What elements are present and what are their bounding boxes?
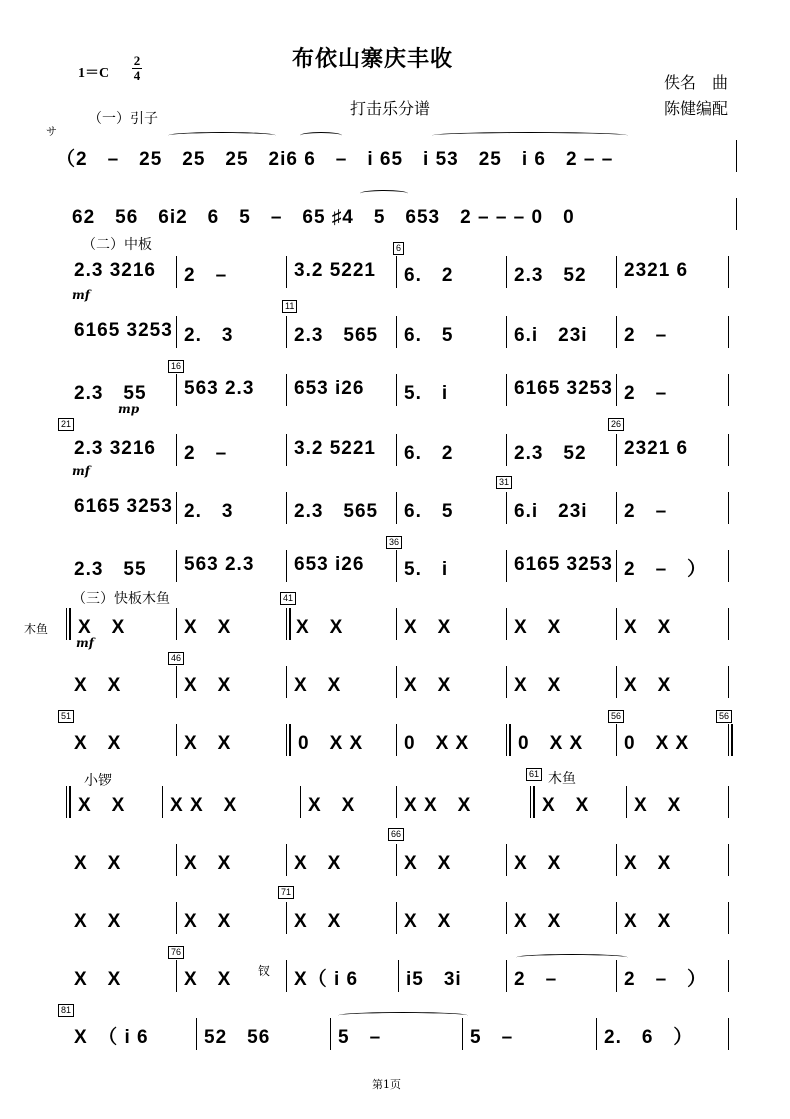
notes-r10-m3: X X xyxy=(294,675,342,696)
measure-number-56: 56 xyxy=(608,710,624,723)
notes-r8-m4: 5. i xyxy=(404,559,449,580)
score-row-8 xyxy=(0,537,790,588)
measure-number-41: 41 xyxy=(280,592,296,605)
notes-r9-m2: X X xyxy=(184,617,232,638)
notes-r10-m5: X X xyxy=(514,675,562,696)
notes-r13-m3: X X xyxy=(294,853,342,874)
score-row-4 xyxy=(0,301,790,354)
score-row-10 xyxy=(0,653,790,704)
notes-r11-m5: 0 X X xyxy=(518,733,584,754)
notes-r5-m2: 563 2.3 xyxy=(184,378,255,399)
notes-r9-m5: X X xyxy=(514,617,562,638)
xiaoluo-label: 小锣 xyxy=(84,773,112,789)
notes-r14-m1: X X xyxy=(74,911,122,932)
notes-r10-m1: X X xyxy=(74,675,122,696)
score-row-11 xyxy=(0,711,790,762)
notes-r7-m1: 6165 3253 xyxy=(74,496,173,517)
measure-number-46: 46 xyxy=(168,652,184,665)
measure-number-16: 16 xyxy=(168,360,184,373)
notes-r14-m3: X X xyxy=(294,911,342,932)
measure-number-66: 66 xyxy=(388,828,404,841)
notes-r6-m6: 2321 6 xyxy=(624,438,689,459)
cha-label: 钗 xyxy=(258,964,271,978)
notes-r4-m2: 2. 3 xyxy=(184,325,234,346)
notes-r13-m1: X X xyxy=(74,853,122,874)
notes-r12-m3: X X xyxy=(308,795,356,816)
score-row-13 xyxy=(0,829,790,882)
arranger: 陈健编配 xyxy=(664,99,729,118)
notes-r10-m2: X X xyxy=(184,675,232,696)
notes-r6-m5: 2.3 52 xyxy=(514,443,587,464)
page-number: 第1页 xyxy=(372,1078,401,1091)
measure-number-81: 81 xyxy=(58,1004,74,1017)
notes-r9-m6: X X xyxy=(624,617,672,638)
notes-r6-m2: 2 – xyxy=(184,443,228,464)
notes-r9-m3: X X xyxy=(296,617,344,638)
subtitle: 打击乐分谱 xyxy=(350,99,431,118)
notes-r5-m4: 5. i xyxy=(404,383,449,404)
notes-r5-m5: 6165 3253 xyxy=(514,378,613,399)
notes-r4-m4: 6. 5 xyxy=(404,325,454,346)
sa-mark: サ xyxy=(46,125,57,138)
dynamic-mf: mf xyxy=(72,288,90,302)
notes-r13-m2: X X xyxy=(184,853,232,874)
measure-number-6: 6 xyxy=(393,242,404,255)
notes-r12-m2: X X X xyxy=(170,795,238,816)
muyu-label-2: 木鱼 xyxy=(548,771,576,787)
notes-row-1: （2 – 25 25 25 2i6 6 – i 65 i 53 25 i 6 2 – – xyxy=(56,149,614,170)
notes-r5-m3: 653 i26 xyxy=(294,378,365,399)
section-zhongban-label: （二）中板 xyxy=(82,237,152,253)
time-signature xyxy=(132,54,142,83)
measure-number-56-b: 56 xyxy=(716,710,732,723)
notes-r7-m6: 2 – xyxy=(624,501,668,522)
notes-r6-m3: 3.2 5221 xyxy=(294,438,376,459)
notes-r9-m4: X X xyxy=(404,617,452,638)
notes-r8-m3: 653 i26 xyxy=(294,554,365,575)
notes-r13-m6: X X xyxy=(624,853,672,874)
score-row-1 xyxy=(0,138,790,178)
time-signature-denominator: 4 xyxy=(133,68,141,83)
score-row-14 xyxy=(0,887,790,940)
notes-r16-m4: 5 – xyxy=(470,1027,514,1048)
notes-r12-m6: X X xyxy=(634,795,682,816)
measure-number-51: 51 xyxy=(58,710,74,723)
measure-number-31: 31 xyxy=(496,476,512,489)
dynamic-mf-2: mf xyxy=(72,464,90,478)
score-row-12 xyxy=(0,769,790,824)
measure-number-21: 21 xyxy=(58,418,74,431)
notes-r11-m3: 0 X X xyxy=(298,733,364,754)
notes-r15-m4: i5 3i xyxy=(406,969,462,990)
notes-r10-m6: X X xyxy=(624,675,672,696)
measure-number-36: 36 xyxy=(386,536,402,549)
composer: 佚名 曲 xyxy=(664,73,729,92)
notes-row-2: 62 56 6i2 6 5 – 65 ♯4 5 653 2 – – – 0 0 xyxy=(72,207,575,228)
notes-r16-m2: 52 56 xyxy=(204,1027,271,1048)
notes-r12-m1: X X xyxy=(78,795,126,816)
time-signature-numerator: 2 xyxy=(133,53,141,68)
notes-r12-m4: X X X xyxy=(404,795,472,816)
notes-r3-m2: 2 – xyxy=(184,265,228,286)
notes-r4-m5: 6.i 23i xyxy=(514,325,588,346)
notes-r16-m3: 5 – xyxy=(338,1027,382,1048)
notes-r14-m4: X X xyxy=(404,911,452,932)
notes-r7-m3: 2.3 565 xyxy=(294,501,379,522)
notes-r11-m1: X X xyxy=(74,733,122,754)
section-intro-label: （一）引子 xyxy=(88,111,158,127)
section-kuaiban-label: （三）快板木鱼 xyxy=(72,591,170,607)
notes-r8-m5: 6165 3253 xyxy=(514,554,613,575)
measure-number-61: 61 xyxy=(526,768,542,781)
notes-r8-m6: 2 – ） xyxy=(624,559,708,580)
notes-r8-m2: 563 2.3 xyxy=(184,554,255,575)
notes-r3-m1: 2.3 3216 xyxy=(74,260,156,281)
notes-r15-m1: X X xyxy=(74,969,122,990)
measure-number-71: 71 xyxy=(278,886,294,899)
notes-r5-m6: 2 – xyxy=(624,383,668,404)
notes-r3-m3: 3.2 5221 xyxy=(294,260,376,281)
notes-r14-m5: X X xyxy=(514,911,562,932)
notes-r15-m3: X（ i 6 xyxy=(294,969,359,990)
notes-r3-m5: 2.3 52 xyxy=(514,265,587,286)
notes-r6-m1: 2.3 3216 xyxy=(74,438,156,459)
score-row-15 xyxy=(0,947,790,998)
notes-r8-m1: 2.3 55 xyxy=(74,559,147,580)
score-row-5 xyxy=(0,361,790,416)
score-row-7 xyxy=(0,477,790,530)
notes-r14-m2: X X xyxy=(184,911,232,932)
instrument-label-muyu: 木鱼 xyxy=(24,622,49,636)
notes-r13-m5: X X xyxy=(514,853,562,874)
dynamic-mp: mp xyxy=(118,402,140,416)
notes-r7-m5: 6.i 23i xyxy=(514,501,588,522)
notes-r3-m6: 2321 6 xyxy=(624,260,689,281)
score-row-6 xyxy=(0,419,790,478)
notes-r11-m2: X X xyxy=(184,733,232,754)
notes-r7-m2: 2. 3 xyxy=(184,501,234,522)
notes-r15-m5: 2 – xyxy=(514,969,558,990)
notes-r9-m1: X X xyxy=(78,617,126,638)
notes-r6-m4: 6. 2 xyxy=(404,443,454,464)
notes-r15-m6: 2 – ） xyxy=(624,969,708,990)
notes-r12-m5: X X xyxy=(542,795,590,816)
notes-r3-m4: 6. 2 xyxy=(404,265,454,286)
key-signature: 1＝C xyxy=(78,66,110,81)
notes-r16-m1: X （ i 6 xyxy=(74,1027,149,1048)
page-title: 布依山寨庆丰收 xyxy=(292,46,454,72)
notes-r4-m6: 2 – xyxy=(624,325,668,346)
notes-r16-m5: 2. 6 ） xyxy=(604,1027,694,1048)
notes-r7-m4: 6. 5 xyxy=(404,501,454,522)
notes-r4-m1: 6165 3253 xyxy=(74,320,173,341)
notes-r15-m2: X X xyxy=(184,969,232,990)
measure-number-76: 76 xyxy=(168,946,184,959)
notes-r14-m6: X X xyxy=(624,911,672,932)
score-row-16 xyxy=(0,1005,790,1056)
measure-number-11: 11 xyxy=(282,300,297,313)
notes-r4-m3: 2.3 565 xyxy=(294,325,379,346)
notes-r11-m6: 0 X X xyxy=(624,733,690,754)
score-row-2 xyxy=(0,196,790,236)
notes-r5-m1: 2.3 55 xyxy=(74,383,147,404)
notes-r11-m4: 0 X X xyxy=(404,733,470,754)
notes-r10-m4: X X xyxy=(404,675,452,696)
measure-number-26: 26 xyxy=(608,418,624,431)
dynamic-mf-3: mf xyxy=(76,636,94,650)
notes-r13-m4: X X xyxy=(404,853,452,874)
